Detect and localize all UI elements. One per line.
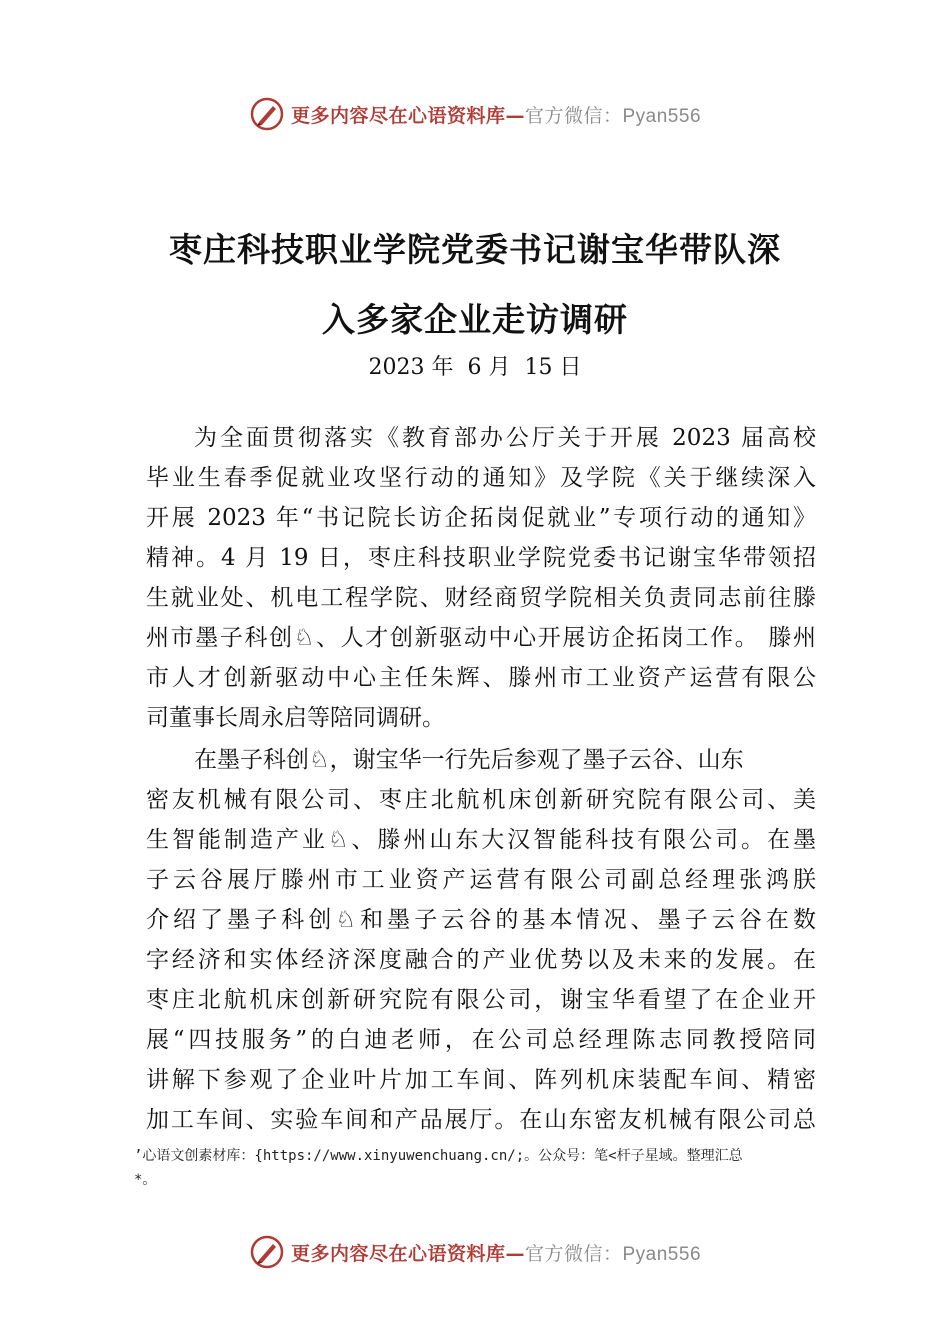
wechat-id: Pyan556 bbox=[622, 1243, 702, 1265]
pen-logo-icon bbox=[249, 1234, 285, 1270]
paragraph-line: 为全面贯彻落实《教育部办公厅关于开展 2023 届高校 bbox=[194, 425, 816, 451]
paragraph-line: 子云谷展厅滕州市工业资产运营有限公司副总经理张鸿朕 bbox=[146, 867, 816, 893]
document-title-line-2: 入多家企业走访调研 bbox=[322, 300, 628, 339]
footer-banner bbox=[0, 1232, 950, 1272]
footnote bbox=[134, 1144, 844, 1192]
document-title-line-1: 枣庄科技职业学院党委书记谢宝华带队深 bbox=[169, 230, 781, 269]
pen-logo-icon bbox=[249, 96, 285, 132]
paragraph-line: 字经济和实体经济深度融合的产业优势以及未来的发展。在 bbox=[146, 947, 816, 973]
paragraph-line: 密友机械有限公司、枣庄北航机床创新研究院有限公司、美 bbox=[146, 787, 816, 813]
paragraph-line: 生就业处、机电工程学院、财经商贸学院相关负责同志前往滕 bbox=[146, 585, 816, 611]
paragraph-line: 市人才创新驱动中心主任朱辉、滕州市工业资产运营有限公 bbox=[146, 665, 816, 691]
paragraph-line: 枣庄北航机床创新研究院有限公司，谢宝华看望了在企业开 bbox=[146, 987, 816, 1013]
header-banner bbox=[0, 94, 950, 134]
paragraph-line: 介绍了墨子科创♘和墨子云谷的基本情况、墨子云谷在数 bbox=[146, 907, 816, 933]
wechat-id: Pyan556 bbox=[622, 105, 702, 127]
paragraph-line: 毕业生春季促就业攻坚行动的通知》及学院《关于继续深入 bbox=[146, 465, 816, 491]
paragraph-line: 州市墨子科创♘、人才创新驱动中心开展访企拓岗工作。 滕州 bbox=[146, 625, 816, 651]
paragraph-line: 精神。4 月 19 日，枣庄科技职业学院党委书记谢宝华带领招 bbox=[146, 545, 816, 571]
paragraph-line: 开展 2023 年“书记院长访企拓岗促就业”专项行动的通知》 bbox=[146, 505, 816, 531]
paragraph-line: 在墨子科创♘，谢宝华一行先后参观了墨子云谷、山东 bbox=[194, 747, 744, 773]
paragraph-line: 展“四技服务”的白迪老师，在公司总经理陈志同教授陪同 bbox=[146, 1027, 816, 1053]
document-date: 2023 年 6 月 15 日 bbox=[368, 355, 582, 380]
paragraph-line: 讲解下参观了企业叶片加工车间、阵列机床装配车间、精密 bbox=[146, 1067, 816, 1093]
footnote-line-2: *。 bbox=[134, 1172, 157, 1188]
paragraph-1 bbox=[146, 418, 816, 738]
paragraph-2 bbox=[146, 740, 816, 1140]
banner-text: 更多内容尽在心语资料库—官方微信：Pyan556 bbox=[290, 104, 702, 127]
paragraph-line: 司董事长周永启等陪同调研。 bbox=[146, 705, 445, 731]
paragraph-line: 生智能制造产业♘、滕州山东大汉智能科技有限公司。在墨 bbox=[146, 827, 816, 853]
banner-text: 更多内容尽在心语资料库—官方微信：Pyan556 bbox=[290, 1242, 702, 1265]
paragraph-line: 加工车间、实验车间和产品展厅。在山东密友机械有限公司总 bbox=[146, 1107, 816, 1133]
footnote-line-1: ’心语文创素材库：{https://www.xinyuwenchuang.cn/;。公众号：笔<杆子星域。整理汇总 bbox=[134, 1148, 743, 1164]
